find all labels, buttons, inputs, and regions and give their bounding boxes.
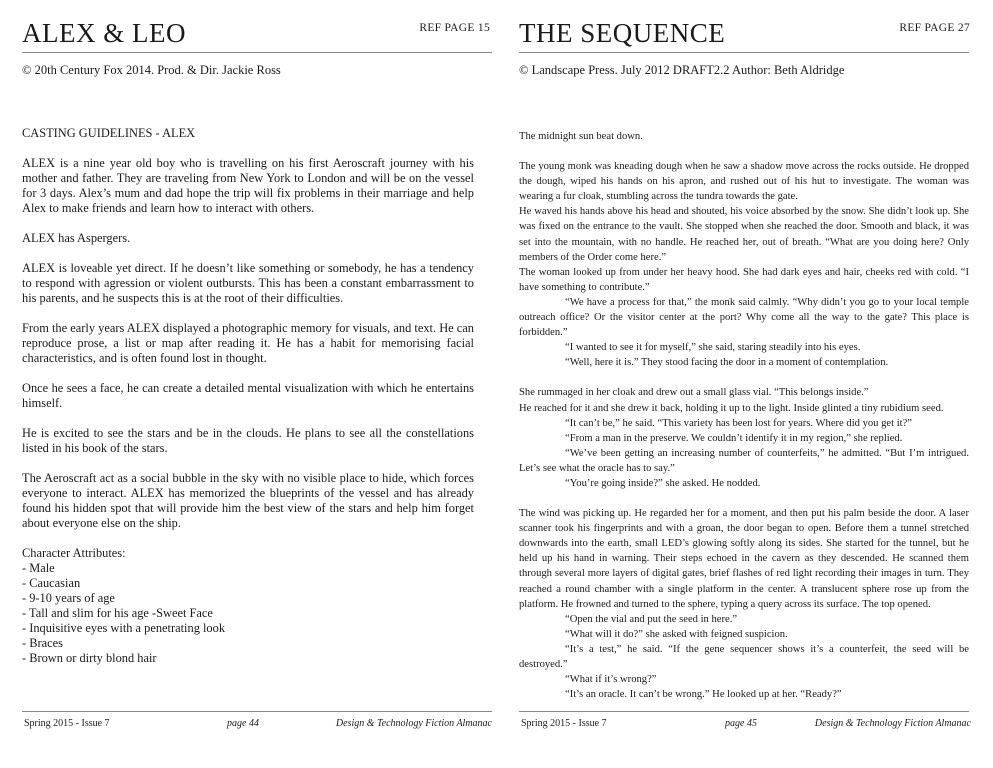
story-paragraph: “It’s an oracle. It can’t be wrong.” He looked up at her. “Ready?”	[565, 689, 842, 701]
right-page-title: THE SEQUENCE	[519, 18, 726, 48]
story-paragraph: “Well, here it is.” They stood facing the door in a moment of contemplation.	[565, 357, 889, 369]
left-footer	[22, 718, 492, 734]
story-paragraph: “What if it’s wrong?”	[565, 674, 657, 686]
attribute-item: - 9-10 years of age	[22, 591, 115, 605]
right-footer-page-number: page 45	[725, 718, 757, 729]
right-footer-issue: Spring 2015 - Issue 7	[521, 718, 607, 729]
right-page	[519, 0, 969, 768]
story-paragraph: “It’s a test,” he said. “If the gene sequencer shows it’s a counterfeit, the seed will be destroyed.”	[519, 643, 969, 670]
story-paragraph: The woman looked up from under her heavy hood. She had dark eyes and hair, cheeks red with cold. “I have something to contribute.”	[519, 266, 969, 293]
left-page	[22, 0, 492, 768]
right-header-rule	[519, 52, 969, 53]
right-footer	[519, 718, 969, 734]
attributes-list	[22, 561, 474, 666]
story-paragraph: “You’re going inside?” she asked. He nodded.	[565, 477, 761, 489]
story-paragraph: The wind was picking up. He regarded her for a moment, and then put his palm beside the door. A laser scanner took his fingerprints and with a groan, the door began to open. Before them a tunnel stretched downwards into the earth, small LED’s glowing softly along its sides. She started for the tunnel, but he held up his hand in warning. Their steps echoed in the cavern as they descended. He scanned them through several more layers of digital gates, brief flashes of red light recording their images in turn. They reached a round chamber with a single platform in the center. A translucent sphere rose up from the platform. He frowned and turned to the sphere, typing a query across its surface. The top opened.	[519, 508, 969, 610]
story-paragraph: “It can’t be,” he said. “This variety has been lost for years. Where did you get it?”	[565, 417, 913, 429]
attribute-item: - Tall and slim for his age -Sweet Face	[22, 606, 213, 620]
right-body-text	[519, 129, 969, 702]
attribute-item: - Male	[22, 561, 55, 575]
attributes-heading: Character Attributes:	[22, 546, 126, 560]
left-paragraph: From the early years ALEX displayed a photographic memory for visuals, and text. He can reproduce prose, a list or map after reading it. He has a habit for memorising facial characteristics, and is often found lost in thought.	[22, 321, 474, 365]
casting-heading: CASTING GUIDELINES - ALEX	[22, 126, 196, 140]
story-paragraph: The young monk was kneading dough when he saw a shadow move across the rocks outside. He dropped the dough, wiped his hands on his apron, and rushed out of his hut to investigate. The woman was wearing a fur cloak, stumbling across the tundra towards the gate.	[519, 161, 969, 203]
story-paragraph: “What will it do?” she asked with feigned suspicion.	[565, 628, 788, 640]
right-footer-publication: Design & Technology Fiction Almanac	[814, 718, 971, 729]
left-paragraph: ALEX is loveable yet direct. If he doesn’t like something or somebody, he has a tendency to respond with agression or violent outbursts. This has been a constant embarrassment to his parents, and he suspects this is at the root of their difficulties.	[22, 261, 474, 305]
left-footer-rule	[22, 711, 492, 712]
attribute-item: - Inquisitive eyes with a penetrating look	[22, 621, 226, 635]
story-paragraph: The midnight sun beat down.	[519, 131, 643, 142]
left-paragraph: The Aeroscraft act as a social bubble in the sky with no visible place to hide, which forces everyone to interact. ALEX has memorized the blueprints of the vessel and has already found his hidden spot that will provide him the best view of the stars and help him forget about everyone else on the ship.	[22, 471, 474, 530]
left-paragraph: He is excited to see the stars and be in the clouds. He plans to see all the constellations listed in his book of the stars.	[22, 426, 474, 455]
left-copyright: © 20th Century Fox 2014. Prod. & Dir. Jackie Ross	[22, 63, 281, 77]
story-paragraph: He waved his hands above his head and shouted, his voice absorbed by the snow. She didn’t look up. She was fixed on the entrance to the vault. She stopped when she reached the door. Smooth and black, it was set into the mountain, with no handle. He reached her, out of breath. “What are you doing here? Only members of the Order come here.”	[519, 206, 969, 263]
story-paragraph: “Open the vial and put the seed in here.”	[565, 613, 738, 625]
left-paragraph: ALEX is a nine year old boy who is travelling on his first Aeroscraft journey with his mother and father. They are traveling from New York to London and will be on the vessel for 3 days. Alex’s mum and dad hope the trip will fix problems in their marriage and help Alex to make friends and learn how to interact with others.	[22, 156, 474, 215]
right-copyright: © Landscape Press. July 2012 DRAFT2.2 Author: Beth Aldridge	[519, 63, 845, 77]
left-footer-page-number: page 44	[227, 718, 259, 729]
left-body-text	[22, 126, 474, 666]
story-paragraph: “We have a process for that,” the monk said calmly. “Why didn’t you go to your local temple outreach office? Or the visitor center at the port? Why come all the way to the gate? This place is forbidden.”	[519, 296, 969, 339]
attribute-item: - Brown or dirty blond hair	[22, 651, 157, 665]
attribute-item: - Braces	[22, 636, 63, 650]
story-paragraph: “I wanted to see it for myself,” she said, staring steadily into his eyes.	[565, 342, 861, 354]
left-paragraph: Once he sees a face, he can create a detailed mental visualization with which he entertains himself.	[22, 381, 474, 410]
left-footer-publication: Design & Technology Fiction Almanac	[335, 718, 492, 729]
left-footer-issue: Spring 2015 - Issue 7	[24, 718, 110, 729]
left-header-rule	[22, 52, 492, 53]
left-ref-page: REF PAGE 15	[419, 22, 490, 34]
attribute-item: - Caucasian	[22, 576, 81, 590]
left-paragraph: ALEX has Aspergers.	[22, 231, 131, 245]
story-paragraph: He reached for it and she drew it back, holding it up to the light. Inside glinted a tiny rubidium seed.	[519, 402, 944, 414]
story-paragraph: “We’ve been getting an increasing number of counterfeits,” he admitted. “But I’m intrigued. Let’s see what the oracle has to say.”	[519, 447, 969, 474]
left-page-title: ALEX & LEO	[22, 18, 186, 48]
story-paragraph: She rummaged in her cloak and drew out a small glass vial. “This belongs inside.”	[519, 387, 869, 399]
story-paragraph: “From a man in the preserve. We couldn’t identify it in my region,” she replied.	[565, 432, 903, 444]
right-ref-page: REF PAGE 27	[899, 22, 970, 34]
right-footer-rule	[519, 711, 969, 712]
